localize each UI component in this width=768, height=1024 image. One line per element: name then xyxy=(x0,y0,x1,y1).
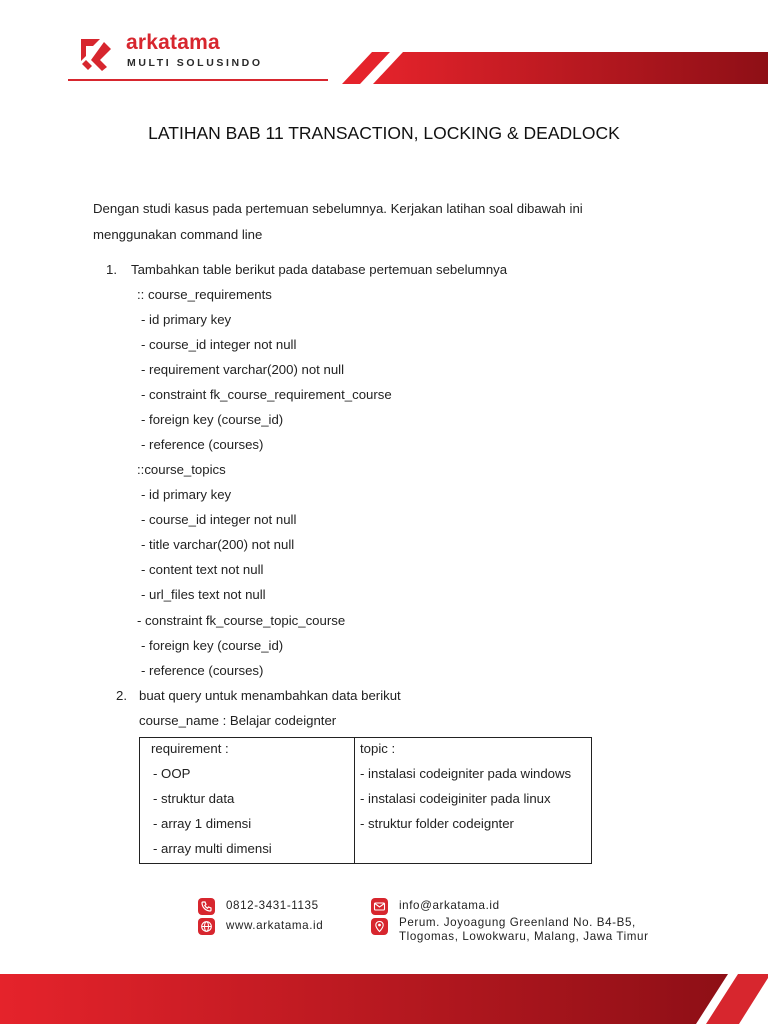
page-title: LATIHAN BAB 11 TRANSACTION, LOCKING & DEADLOCK xyxy=(148,123,620,143)
brand-name: arkatama xyxy=(126,31,220,54)
brand-subtitle: MULTI SOLUSINDO xyxy=(127,57,263,69)
schema-line: - content text not null xyxy=(141,562,264,577)
phone-icon xyxy=(198,898,215,915)
schema-line: ::course_topics xyxy=(137,462,226,477)
table-cell-requirement: - struktur data xyxy=(153,791,235,806)
table-cell-requirement: - array 1 dimensi xyxy=(153,816,252,831)
list-item-1-text: Tambahkan table berikut pada database pertemuan sebelumnya xyxy=(131,262,508,277)
logo-icon xyxy=(78,36,114,72)
data-table xyxy=(139,737,592,864)
list-number-1: 1. xyxy=(106,262,117,277)
schema-line: - foreign key (course_id) xyxy=(141,638,284,653)
schema-line: - course_id integer not null xyxy=(141,512,297,527)
header-red-band xyxy=(0,0,768,90)
header-divider xyxy=(68,79,328,81)
list-item-2-text: buat query untuk menambahkan data berikut xyxy=(139,688,401,703)
table-cell-topic: topic : xyxy=(360,741,396,756)
table-cell-requirement: - OOP xyxy=(153,766,191,781)
schema-line: - reference (courses) xyxy=(141,663,264,678)
intro-paragraph: Dengan studi kasus pada pertemuan sebelumnya. Kerjakan latihan soal dibawah ini menggunakan command line xyxy=(93,201,583,242)
schema-line: - course_id integer not null xyxy=(141,337,297,352)
footer-red-band xyxy=(0,960,768,1024)
schema-line: - requirement varchar(200) not null xyxy=(141,362,345,377)
footer-phone: 0812-3431-1135 xyxy=(226,899,319,912)
table-cell-requirement: - array multi dimensi xyxy=(153,841,272,856)
schema-line: - title varchar(200) not null xyxy=(141,537,295,552)
table-column-divider xyxy=(354,738,355,863)
schema-line: - constraint fk_course_requirement_course xyxy=(141,387,392,402)
globe-icon xyxy=(198,918,215,935)
footer-address-line1: Perum. Joyoagung Greenland No. B4-B5, xyxy=(399,916,636,929)
list-number-2: 2. xyxy=(116,688,127,703)
schema-line: - foreign key (course_id) xyxy=(141,412,284,427)
footer-address-line2: Tlogomas, Lowokwaru, Malang, Jawa Timur xyxy=(399,930,649,943)
mail-icon xyxy=(371,898,388,915)
table-cell-requirement: requirement : xyxy=(151,741,229,756)
table-cell-topic: - instalasi codeigniter pada windows xyxy=(360,766,572,781)
course-name-line: course_name : Belajar codeignter xyxy=(139,713,337,728)
schema-line: :: course_requirements xyxy=(137,287,272,302)
location-pin-icon xyxy=(371,918,388,935)
schema-line: - reference (courses) xyxy=(141,437,264,452)
table-cell-topic: - struktur folder codeignter xyxy=(360,816,514,831)
footer-email[interactable]: info@arkatama.id xyxy=(399,899,500,912)
schema-line: - url_files text not null xyxy=(141,587,266,602)
schema-line: - id primary key xyxy=(141,312,232,327)
schema-line: - constraint fk_course_topic_course xyxy=(137,613,346,628)
footer-website[interactable]: www.arkatama.id xyxy=(226,919,324,932)
schema-line: - id primary key xyxy=(141,487,232,502)
table-cell-topic: - instalasi codeiginiter pada linux xyxy=(360,791,551,806)
